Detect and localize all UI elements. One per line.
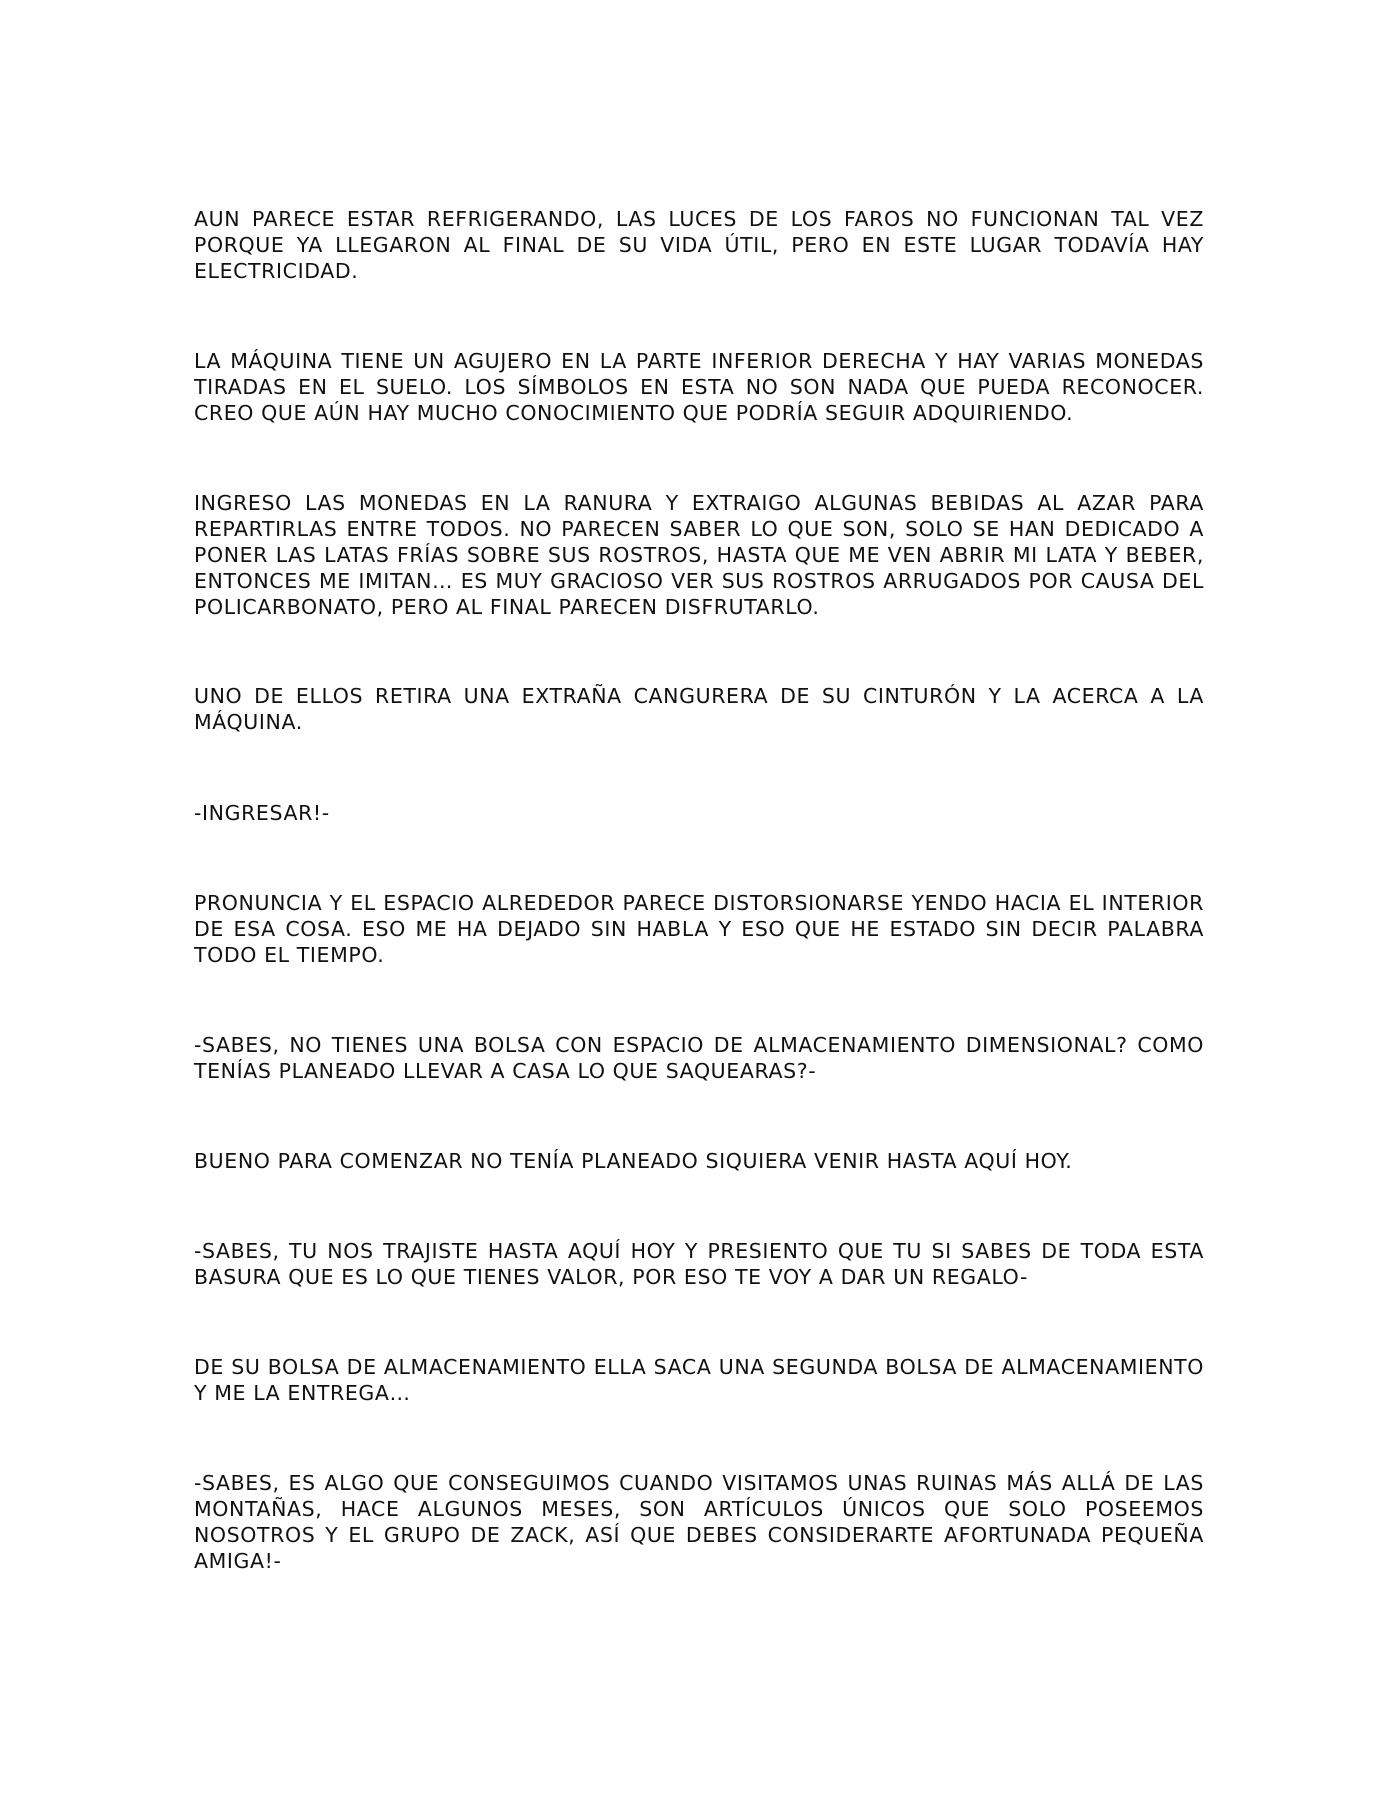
paragraph-11: -SABES, ES ALGO QUE CONSEGUIMOS CUANDO VISITAMOS UNAS RUINAS MÁS ALLÁ DE LAS MONTAÑAS, HACE ALGUNOS MESES, SON ARTÍCULOS ÚNICOS QUE SOLO POSEEMOS NOSOTROS Y EL GRUPO DE ZACK, ASÍ QUE DEBES CONSIDERARTE AFORTUNADA PEQUEÑA AMIGA!- bbox=[194, 1471, 1204, 1573]
paragraph-9: -SABES, TU NOS TRAJISTE HASTA AQUÍ HOY Y PRESIENTO QUE TU SI SABES DE TODA ESTA BASURA QUE ES LO QUE TIENES VALOR, POR ESO TE VOY A DAR UN REGALO- bbox=[194, 1239, 1204, 1289]
paragraph-10: DE SU BOLSA DE ALMACENAMIENTO ELLA SACA UNA SEGUNDA BOLSA DE ALMACENAMIENTO Y ME LA ENTREGA… bbox=[194, 1355, 1204, 1405]
paragraph-4: UNO DE ELLOS RETIRA UNA EXTRAÑA CANGURERA DE SU CINTURÓN Y LA ACERCA A LA MÁQUINA. bbox=[194, 684, 1204, 734]
paragraph-3: INGRESO LAS MONEDAS EN LA RANURA Y EXTRAIGO ALGUNAS BEBIDAS AL AZAR PARA REPARTIRLAS ENTRE TODOS. NO PARECEN SABER LO QUE SON, SOLO SE HAN DEDICADO A PONER LAS LATAS FRÍAS SOBRE SUS ROSTROS, HASTA QUE ME VEN ABRIR MI LATA Y BEBER, ENTONCES ME IMITAN… ES MUY GRACIOSO VER SUS ROSTROS ARRUGADOS POR CAUSA DEL POLICARBONATO, PERO AL FINAL PARECEN DISFRUTARLO. bbox=[194, 491, 1204, 619]
paragraph-5: -INGRESAR!- bbox=[194, 801, 330, 825]
paragraph-2: LA MÁQUINA TIENE UN AGUJERO EN LA PARTE INFERIOR DERECHA Y HAY VARIAS MONEDAS TIRADAS EN EL SUELO. LOS SÍMBOLOS EN ESTA NO SON NADA QUE PUEDA RECONOCER. CREO QUE AÚN HAY MUCHO CONOCIMIENTO QUE PODRÍA SEGUIR ADQUIRIENDO. bbox=[194, 349, 1204, 425]
paragraph-6: PRONUNCIA Y EL ESPACIO ALREDEDOR PARECE DISTORSIONARSE YENDO HACIA EL INTERIOR DE ESA COSA. ESO ME HA DEJADO SIN HABLA Y ESO QUE HE ESTADO SIN DECIR PALABRA TODO EL TIEMPO. bbox=[194, 891, 1204, 967]
paragraph-7: -SABES, NO TIENES UNA BOLSA CON ESPACIO DE ALMACENAMIENTO DIMENSIONAL? COMO TENÍAS PLANEADO LLEVAR A CASA LO QUE SAQUEARAS?- bbox=[194, 1033, 1204, 1083]
paragraph-1: AUN PARECE ESTAR REFRIGERANDO, LAS LUCES DE LOS FAROS NO FUNCIONAN TAL VEZ PORQUE YA LLEGARON AL FINAL DE SU VIDA ÚTIL, PERO EN ESTE LUGAR TODAVÍA HAY ELECTRICIDAD. bbox=[194, 207, 1204, 283]
paragraph-8: BUENO PARA COMENZAR NO TENÍA PLANEADO SIQUIERA VENIR HASTA AQUÍ HOY. bbox=[194, 1149, 1073, 1173]
